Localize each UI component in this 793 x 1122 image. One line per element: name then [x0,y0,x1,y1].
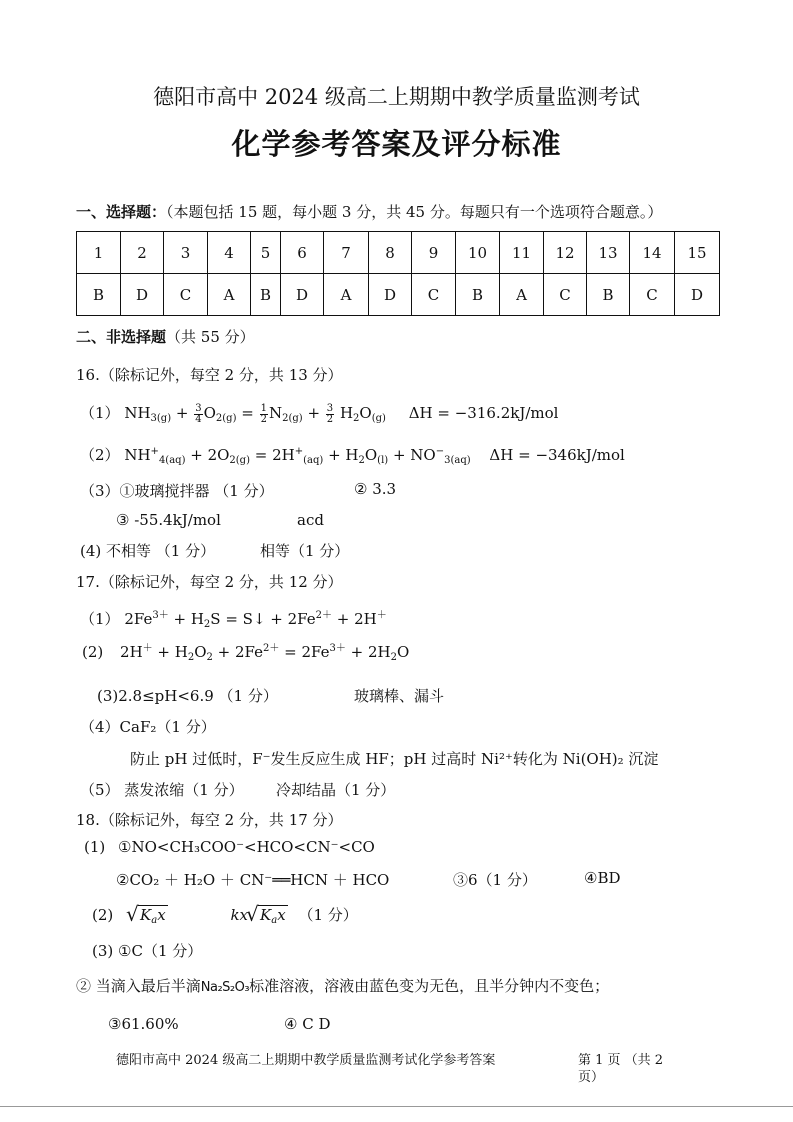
q17-p2 [82,643,409,661]
q16-p4-a: (4) 不相等 （1 分） [80,542,216,560]
answer-cell: C [544,274,587,316]
q17-p2-label: (2) [82,643,104,661]
section2-heading [76,326,255,347]
footer-text: 德阳市高中 2024 级高二上期期中教学质量监测考试化学参考答案 [116,1053,496,1068]
question-number: 4 [208,232,251,274]
q16-p3-c: ③ -55.4kJ/mol [116,511,221,529]
q18-p3-b-pre: ② 当滴入最后半滴 [76,977,201,995]
answer-cell: C [412,274,456,316]
q18-p2-score: （1 分） [298,906,358,924]
q18-p3-b [76,975,609,996]
q18-header: 18.（除标记外，每空 2 分，共 17 分） [76,811,343,829]
question-number: 1 [77,232,121,274]
section1-title: 一、选择题： [76,203,167,221]
answer-cell: C [630,274,675,316]
q17-p3-a: (3)2.8≤pH<6.9 （1 分） [97,687,278,705]
page-subtitle: 化学参考答案及评分标准 [231,127,562,161]
q17-header: 17.（除标记外，每空 2 分，共 12 分） [76,573,343,591]
q16-p3-d: acd [297,511,324,529]
answer-cell: B [251,274,281,316]
q16-p2 [80,444,625,465]
question-number: 2 [121,232,164,274]
answer-table-number-row [77,232,720,274]
footer-page-number-cont: 页） [578,1070,605,1085]
answer-cell: D [675,274,720,316]
answer-cell: A [208,274,251,316]
answer-table-answer-row [77,274,720,316]
question-number: 13 [587,232,630,274]
q18-p3-a: (3) ①C（1 分） [92,942,203,960]
question-number: 10 [456,232,500,274]
answer-cell: B [456,274,500,316]
q16-p1-equation: $NH_{3(g)}$ + $\frac{3}{4}$ $O_{2(g)}$ = $\frac{1}{2}$ $N_{2(g)}$ + $\frac{3}{2}$ $H_2O_{(g)}$ [124,402,386,425]
q18-p3-b-post: 标准溶液，溶液由蓝色变为无色，且半分钟内不变色； [249,977,610,995]
q18-p1-b: ②CO₂ ＋ H₂O ＋ CN⁻══HCN ＋ HCO [116,871,390,889]
q17-p5-a: （5） 蒸发浓缩（1 分） [80,781,244,799]
question-number: 7 [324,232,369,274]
q17-p5-b: 冷却结晶（1 分） [276,781,396,799]
q18-p2-label: (2) [92,906,114,924]
question-number: 12 [544,232,587,274]
q16-p1-label: （1） [80,404,120,422]
q18-p1-a: ①NO<CH₃COO⁻<HCO<CN⁻<CO [118,838,375,856]
question-number: 6 [281,232,324,274]
question-number: 15 [675,232,720,274]
footer-page-number: 第 1 页 （共 2 [578,1053,664,1068]
section1-heading [76,201,662,222]
q16-p2-enthalpy: ΔH = −346kJ/mol [489,446,625,464]
answer-cell: D [121,274,164,316]
q18-p2-formula-a: √ $K_ax$ [128,906,168,924]
answer-cell: D [369,274,412,316]
page-bottom-rule [0,1106,793,1107]
q17-p4: （4）CaF₂（1 分） [80,718,216,736]
q18-p3-c: ③61.60% [108,1015,179,1033]
page-title: 德阳市高中 2024 级高二上期期中教学质量监测考试 [153,85,640,109]
question-number: 9 [412,232,456,274]
q16-p1 [80,402,558,425]
q16-p4-b: 相等（1 分） [260,542,350,560]
q18-p2 [92,904,358,925]
q16-p1-enthalpy: ΔH = −316.2kJ/mol [408,404,559,422]
question-number: 3 [164,232,208,274]
question-number: 8 [369,232,412,274]
answer-table [76,231,720,316]
q18-p2-formula-b: kx√ $K_ax$ [230,906,287,924]
section1-note: （本题包括 15 题，每小题 3 分，共 45 分。每题只有一个选项符合题意。） [166,203,663,221]
answer-cell: A [500,274,544,316]
q17-p1 [80,608,387,629]
q18-p1-d: ④BD [584,869,621,887]
answer-cell: C [164,274,208,316]
question-number: 11 [500,232,544,274]
answer-cell: B [77,274,121,316]
question-number: 5 [251,232,281,274]
q17-p1-equation: $2Fe^{3+} + H_2S$ = S↓ + $2Fe^{2+} + 2H^+$ [124,610,387,630]
answer-cell: B [587,274,630,316]
q16-header: 16.（除标记外，每空 2 分，共 13 分） [76,366,343,384]
q17-p2-equation: $2H^+ + H_2O_2 + 2Fe^{2+} = 2Fe^{3+} + 2H_2O$ [120,643,410,663]
q17-p4-note: 防止 pH 过低时，F⁻发生反应生成 HF；pH 过高时 Ni²⁺转化为 Ni(OH)₂ 沉淀 [130,750,659,768]
q17-p1-label: （1） [80,610,120,628]
q16-p2-equation: $NH^+_{4(aq)} + 2O_{2(g)} = 2H^+_{(aq)} + H_2O_{(l)} + NO^-_{3(aq)}$ [124,446,471,466]
q16-p3-b: ② 3.3 [354,480,397,498]
q18-p1-c: ③6（1 分） [453,871,537,889]
answer-cell: A [324,274,369,316]
q16-p3-a: （3）①玻璃搅拌器 （1 分） [80,482,274,500]
q18-p3-d: ④ C D [284,1015,331,1033]
q17-p3-b: 玻璃棒、漏斗 [354,687,445,705]
q18-p3-b-chem: Na₂S₂O₃ [200,980,250,995]
answer-cell: D [281,274,324,316]
section2-note: （共 55 分） [166,328,255,346]
q16-p2-label: （2） [80,446,120,464]
q18-p1-label: (1) [84,838,106,856]
section2-title: 二、非选择题 [76,328,167,346]
question-number: 14 [630,232,675,274]
